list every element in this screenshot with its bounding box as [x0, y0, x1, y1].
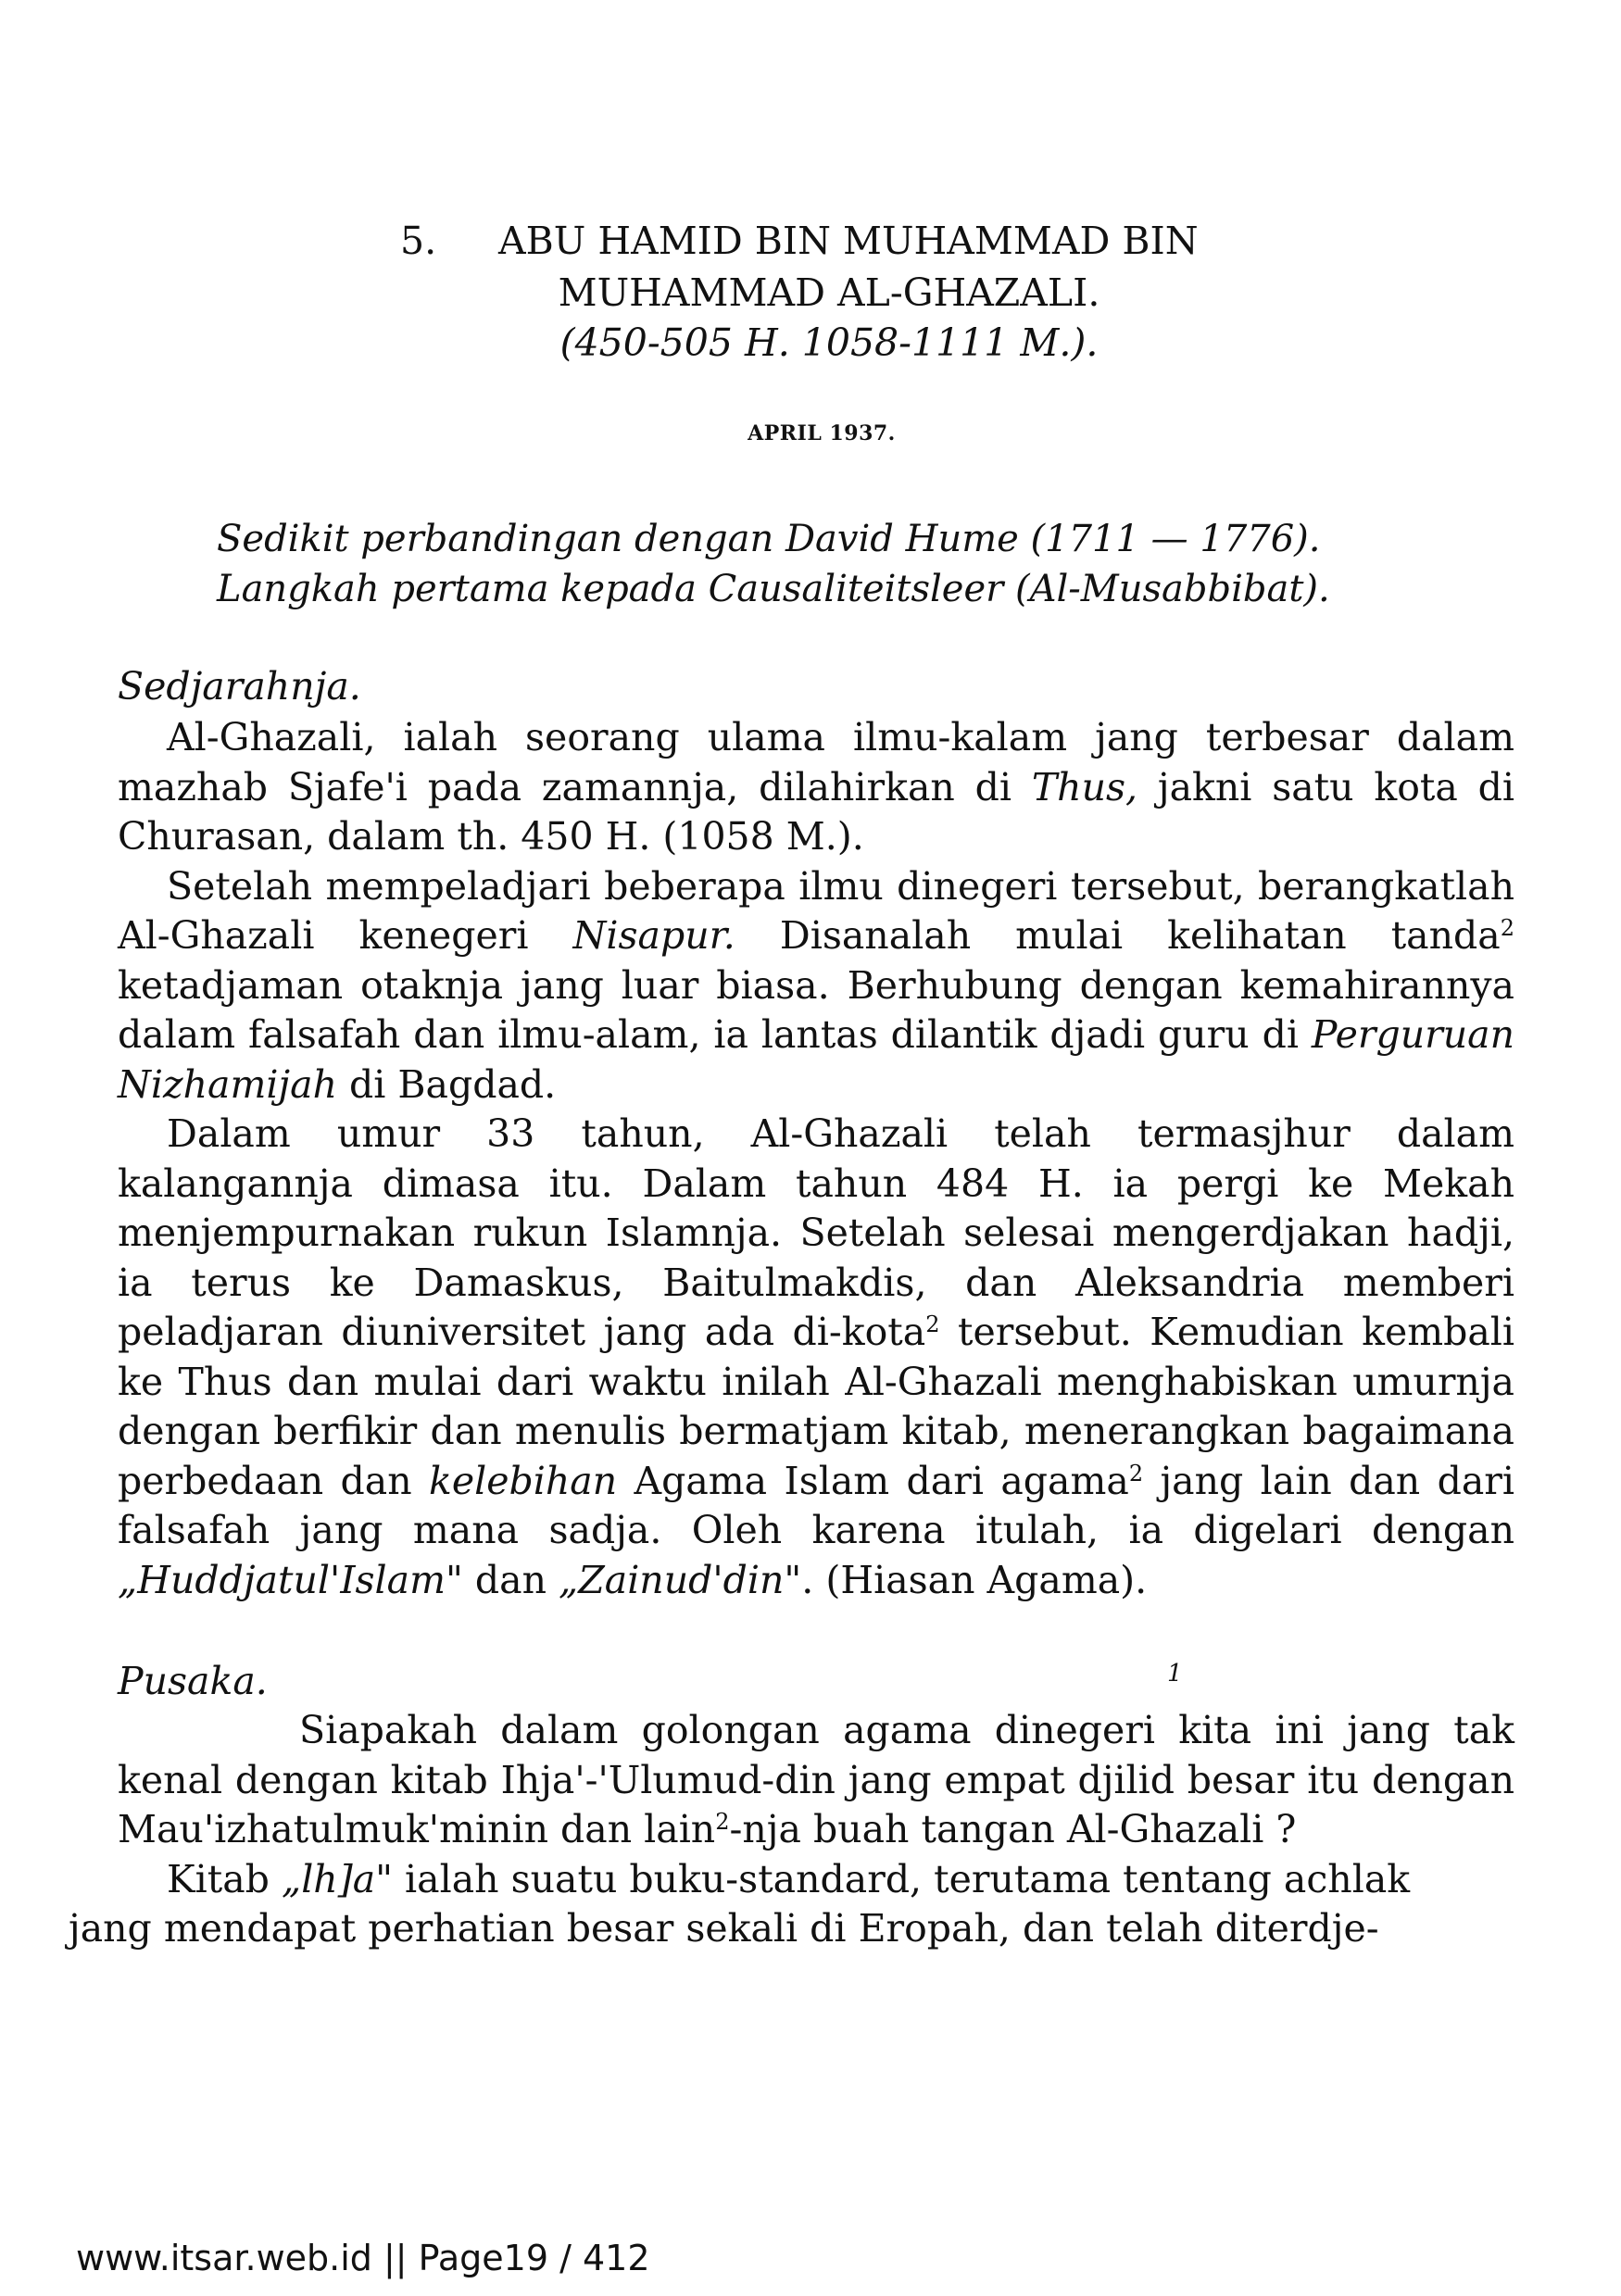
- chapter-title-line2-text: MUHAMMAD AL-GHAZALI.: [558, 270, 1100, 315]
- italic-word: kelebihan: [429, 1458, 618, 1503]
- italic-title: „Zainud'din": [559, 1557, 802, 1602]
- repetition-mark: 2: [1128, 1460, 1144, 1487]
- footnote-mark: 1: [1167, 1660, 1183, 1687]
- italic-title: „Huddjatul'Islam": [118, 1557, 463, 1602]
- subtitle-block: [217, 514, 1330, 614]
- repetition-mark: 2: [1500, 915, 1514, 941]
- subtitle-line2: Langkah pertama kepada Causaliteitsleer (Al-Musabbibat).: [217, 568, 1330, 610]
- date-line: [0, 421, 1621, 445]
- text-run: Siapakah dalam golongan agama dinegeri kita ini jang tak kenal dengan kitab Ihja'-'Ulumud-din jang empat djilid besar itu dengan Mau'izhatulmuk'minin dan lain: [118, 1708, 1514, 1851]
- text-run: Kitab: [167, 1856, 282, 1901]
- chapter-number: 5.: [400, 219, 437, 263]
- italic-place-name: Thus,: [1031, 764, 1138, 809]
- section-gap: [118, 1605, 1514, 1657]
- text-run: . (Hiasan Agama).: [801, 1557, 1148, 1602]
- text-run: Agama Islam dari agama: [617, 1458, 1129, 1503]
- body-text: [69, 659, 1514, 1954]
- text-run: ialah suatu buku-standard, terutama tentang achlak: [393, 1856, 1411, 1901]
- text-run: jang mendapat perhatian besar sekali di Eropah, dan telah diterdje-: [69, 1906, 1379, 1951]
- section-heading-pusaka: Pusaka.: [118, 1659, 268, 1703]
- italic-place-name: Nisapur.: [572, 913, 735, 958]
- date-line-text: APRIL 1937.: [748, 421, 896, 445]
- chapter-title-line2: [0, 267, 1621, 319]
- text-run: ketadjaman otaknja jang luar biasa. Berhubung dengan kemahirannya dalam falsafah dan ilmu-alam, ia lantas dilantik djadi guru di: [118, 962, 1514, 1057]
- pusaka-heading-row: [118, 1657, 1514, 1706]
- text-run: Al-Ghazali, ialah seorang ulama ilmu-kalam jang terbesar dalam mazhab Sjafe'i pada zamannja, dilahirkan di: [118, 715, 1514, 809]
- page-footer: www.itsar.web.id || Page19 / 412: [76, 2238, 650, 2278]
- paragraph-sejarah-2: [118, 862, 1514, 1110]
- italic-title: „lh]a": [281, 1856, 394, 1901]
- chapter-dates-text: (450-505 H. 1058-1111 M.).: [559, 320, 1099, 365]
- repetition-mark: 2: [715, 1809, 730, 1835]
- paragraph-sejarah-3: [118, 1110, 1514, 1605]
- section-heading-sejarah: Sedjarahnja.: [118, 664, 361, 709]
- text-run: Dalam umur 33 tahun, Al-Ghazali telah termasjhur dalam kalangannja dimasa itu. Dalam tahun 484 H. ia pergi ke Mekah menjempurnakan rukun Islamnja. Setelah selesai mengerdjakan hadji, ia terus ke Damaskus, Baitulmakdis, dan Aleksandria memberi peladjaran diuniversitet jang ada di-kota: [118, 1111, 1514, 1354]
- text-run: -nja buah tangan Al-Ghazali ?: [729, 1807, 1297, 1851]
- paragraph-sejarah-1: [118, 713, 1514, 862]
- chapter-dates: [0, 317, 1621, 369]
- paragraph-pusaka-2: [69, 1855, 1514, 1954]
- text-run: jang lain dan dari falsafah jang mana sadja. Oleh karena itulah, ia digelari dengan: [118, 1458, 1514, 1552]
- paragraph-pusaka-1: [118, 1706, 1514, 1855]
- repetition-mark: 2: [925, 1311, 940, 1337]
- chapter-title-line1: ABU HAMID BIN MUHAMMAD BIN: [498, 219, 1199, 263]
- subtitle-line1: Sedikit perbandingan dengan David Hume (1711 — 1776).: [217, 518, 1321, 560]
- italic-institution-name: Perguruan Nizhamijah: [118, 1012, 1514, 1107]
- text-run: Setelah mempeladjari beberapa ilmu dinegeri tersebut, berangkatlah Al-Ghazali kenegeri: [118, 863, 1514, 958]
- text-run: tersebut. Kemudian kembali ke Thus dan mulai dari waktu inilah Al-Ghazali menghabiskan umurnja dengan berfikir dan menulis bermatjam kitab, menerangkan bagaimana perbedaan dan: [118, 1310, 1514, 1503]
- text-run: dan: [462, 1557, 559, 1602]
- text-run: jakni satu kota di Churasan, dalam th. 450 H. (1058 M.).: [118, 764, 1514, 859]
- text-run: di Bagdad.: [337, 1061, 557, 1107]
- text-run: Disanalah mulai kelihatan tanda: [735, 913, 1501, 958]
